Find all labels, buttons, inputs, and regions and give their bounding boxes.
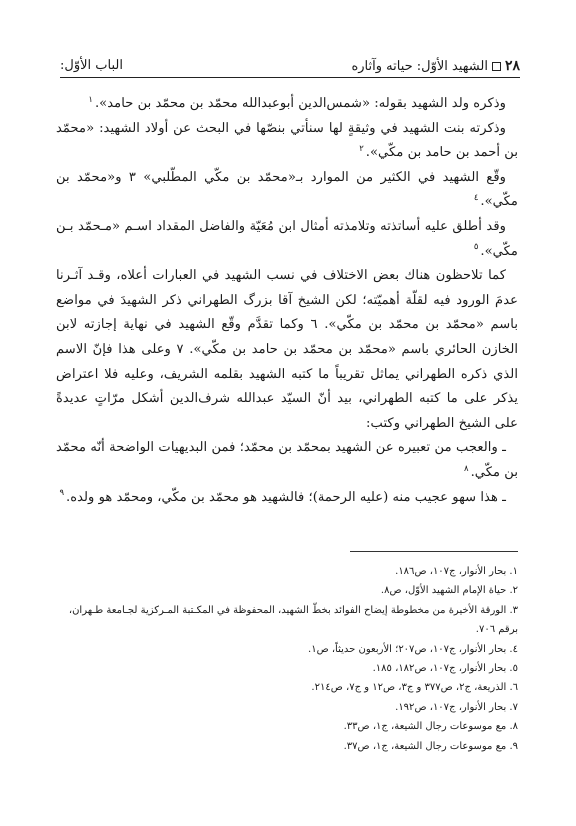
page-number: ٢٨	[504, 58, 520, 74]
paragraph-text: ـ والعجب من تعبيره عن الشهيد بمحمّد بن محمّد؛ فمن البديهيات الواضحة أنّه محمّد بن مكّي.	[56, 440, 518, 480]
footnote: ٦. الذريعة، ج٢، ص٣٧٧ و ج٣، ص١٢ و ج٧، ص٢١٤.	[311, 682, 518, 694]
footnote: ٨. مع موسوعات رجال الشيعة، ج١، ص٣٣.	[343, 721, 518, 733]
footnote: ٩. مع موسوعات رجال الشيعة، ج١، ص٣٧.	[343, 740, 518, 752]
chapter-label: الباب الأوّل:	[60, 58, 123, 73]
footnote-ref[interactable]: ١	[88, 94, 93, 105]
paragraph	[56, 264, 518, 436]
paragraph-text: وذكرته بنت الشهيد في وثيقةٍ لها سنأتي بنصّها في البحث عن أولاد الشهيد: «محمّد بن أحمد بن حامد بن مكّي».	[56, 120, 518, 161]
footnote: ٥. بحار الأنوار، ج١٠٧، ص١٨٢، ١٨٥.	[372, 663, 518, 675]
footnote: ٣. الورقة الأخيرة من مخطوطة إيضاح الفوائد بخطّ الشهيد، المحفوظة في المكـتبة المـركزية لجـامعة طـهران، برقم ٧٠٦.	[68, 604, 518, 636]
footnote: ٤. بحار الأنوار، ج١٠٧، ص٢٠٧؛ الأربعون حديثاً، ص١.	[308, 643, 518, 655]
paragraph-text: وقّع الشهيد في الكثير من الموارد بـ«محمّد بن مكّي المطّلبي» ٣ و«محمّد بن مكّي».	[56, 169, 518, 210]
footnote-ref[interactable]: ٨	[463, 463, 469, 474]
footnote: ٢. حياة الإمام الشهيد الأوّل، ص٨.	[380, 585, 518, 597]
paragraph-text: وذكره ولد الشهيد بقوله: «شمس‌الدين أبوعبدالله محمّد بن محمّد بن حامد».	[94, 96, 506, 111]
running-header	[60, 56, 520, 78]
running-title: الشهيد الأوّل: حياته وآثاره	[351, 59, 488, 74]
quote-item	[56, 436, 518, 485]
paragraph	[56, 92, 518, 117]
footnote-ref[interactable]: ٤	[473, 192, 479, 203]
header-right	[351, 58, 520, 74]
footnote-ref[interactable]: ٩	[59, 488, 65, 499]
footnote-ref[interactable]: ٥	[473, 242, 479, 253]
footnote-divider	[350, 551, 518, 552]
quote-item	[56, 486, 518, 511]
paragraph	[56, 166, 518, 215]
paragraph	[56, 215, 518, 264]
footnote: ٧. بحار الأنوار، ج١٠٧، ص١٩٢.	[395, 701, 518, 713]
footnote: ١. بحار الأنوار، ج١٠٧، ص١٨٦.	[395, 566, 518, 577]
paragraph-text: وقد أطلق عليه أساتذته وتلامذته أمثال ابن مُعَيّة والفاضل المقداد اسـم «مـحمّد بـن مكّي».	[56, 218, 518, 259]
paragraph	[56, 117, 518, 166]
paragraph-text: كما تلاحظون هناك بعض الاختلاف في نسب الشهيد في العبارات أعلاه، وقـد آثـرنا عدمَ الورود فيه لقلّة أهميّته؛ لكن الشيخ آقا بزرگ الطهراني ذكر الشهيدَ في مواضع باسم «محمّد بن محمّد بن مكّي». ٦ وكما تقدَّم وقّع الشهيد في نهاية إجازته لابن الخازن الحائري باسم «محمّد بن محمّد بن حامد بن مكّي». ٧ وعلى هذا فإنّ الاسم الذي ذكره الطهراني يماثل تقريباً ما كتبه الشهيد بقلمه الشريف، وعليه فلا اعتراض يذكر على ما كتبه الطهراني، بيد أنّ السيّد عبدالله شرف‌الدين أشكل مرّاتٍ عديدةً على الشيخ الطهراني وكتب:	[56, 268, 518, 431]
footnotes	[56, 562, 518, 756]
footnote-ref[interactable]: ٢	[359, 143, 364, 154]
paragraph-text: ـ هذا سهو عجيب منه (عليه الرحمة)؛ فالشهيد هو محمّد بن مكّي، ومحمّد هو ولده.	[66, 489, 506, 505]
square-separator-icon	[492, 62, 501, 71]
main-text	[56, 92, 518, 510]
